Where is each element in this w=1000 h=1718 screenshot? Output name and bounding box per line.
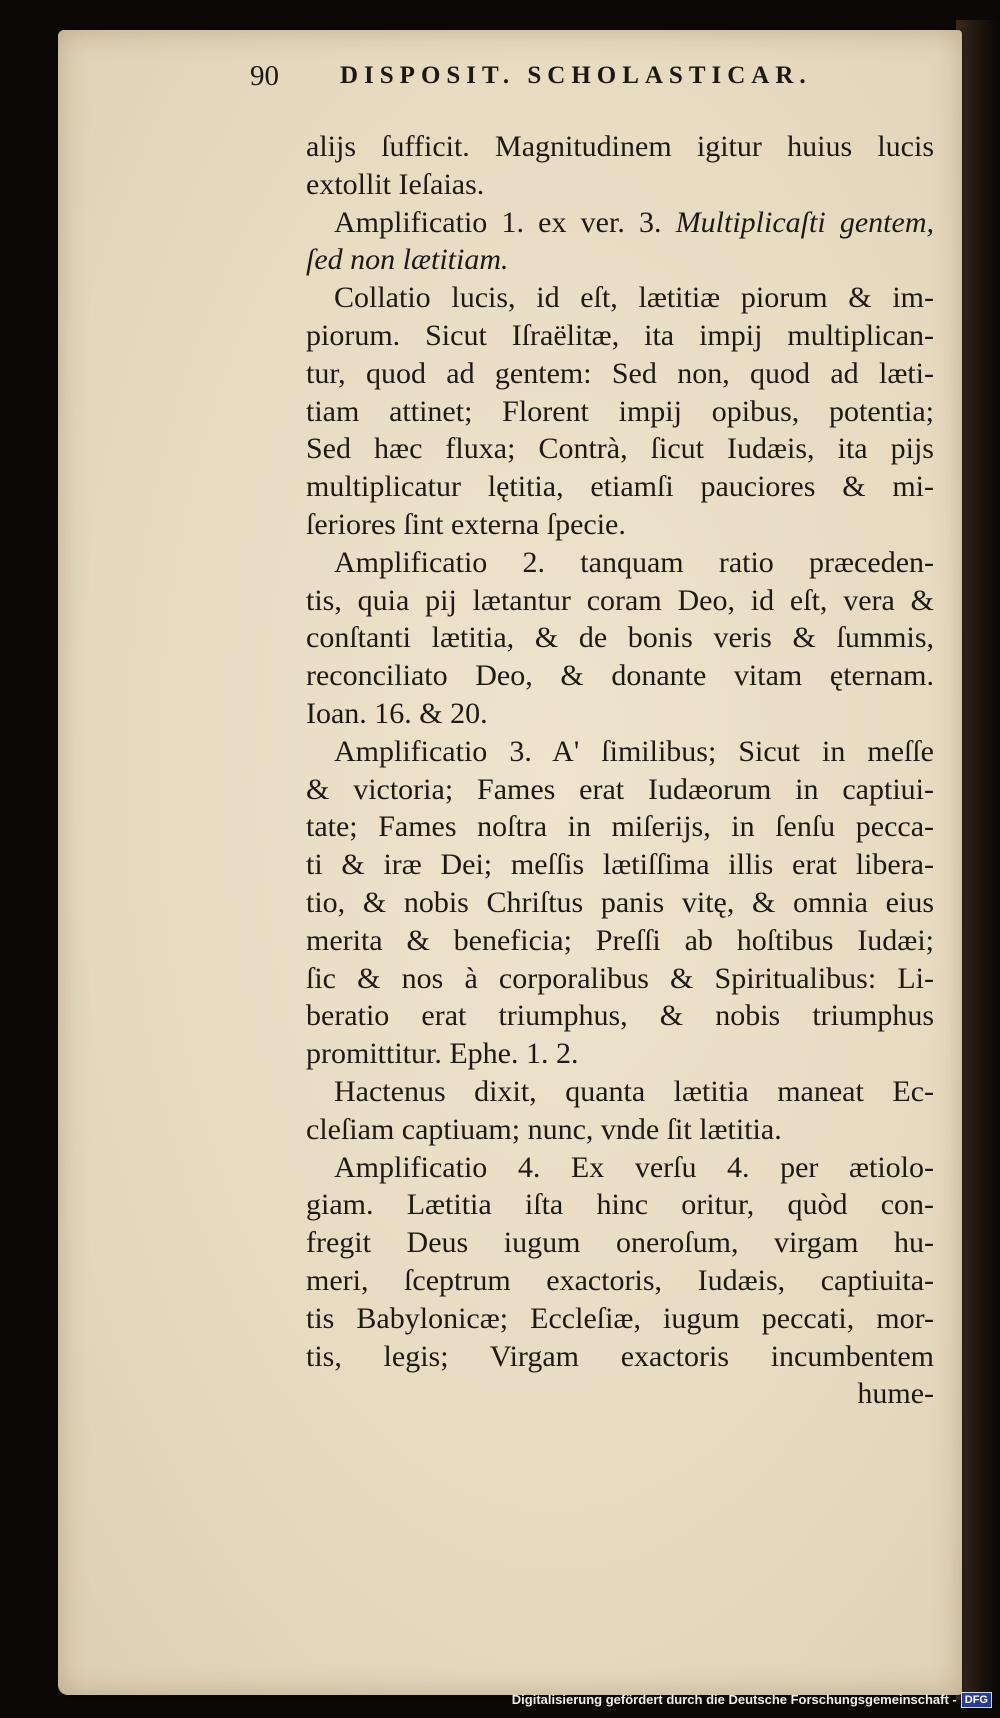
credit-text: Digitalisierung gefördert durch die Deutsche Forschungsgemeinschaft - bbox=[511, 1692, 957, 1707]
text-line: ti & iræ Dei; meſſis lætiſſima illis erat libera- bbox=[306, 848, 934, 882]
text-line: tis, quia pij lætantur coram Deo, id eſt, vera & bbox=[306, 583, 934, 617]
running-title: DISPOSIT. SCHOLASTICAR. bbox=[340, 62, 812, 89]
digitization-credit bbox=[0, 1692, 1000, 1714]
text-line: promittitur. Ephe. 1. 2. bbox=[306, 1037, 579, 1071]
text-line: beratio erat triumphus, & nobis triumphus bbox=[306, 999, 934, 1033]
catchword: hume- bbox=[857, 1377, 934, 1411]
text-line: multiplicatur lętitia, etiamſi pauciores & mi- bbox=[306, 470, 934, 504]
text-line: fregit Deus iugum oneroſum, virgam hu- bbox=[306, 1226, 934, 1260]
text-line: reconciliato Deo, & donante vitam ęternam. bbox=[306, 659, 934, 693]
text-line: Ioan. 16. & 20. bbox=[306, 696, 488, 730]
text-line: piorum. Sicut Iſraëlitæ, ita impij multiplican- bbox=[306, 318, 934, 352]
text-line bbox=[306, 204, 934, 242]
text-segment: Amplificatio 1. ex ver. 3. bbox=[334, 205, 676, 239]
text-line: cleſiam captiuam; nunc, vnde ſit lætitia. bbox=[306, 1112, 782, 1146]
page-header bbox=[250, 58, 940, 98]
book-edge bbox=[956, 20, 1000, 1700]
text-line: tio, & nobis Chriſtus panis vitę, & omnia eius bbox=[306, 885, 934, 919]
text-line: ſeriores ſint externa ſpecie. bbox=[306, 507, 626, 541]
text-line bbox=[306, 241, 934, 279]
text-line: Collatio lucis, id eſt, lætitiæ piorum & im- bbox=[334, 281, 934, 315]
text-segment-italic: ſed non lætitiam. bbox=[306, 243, 509, 277]
text-line: tis Babylonicæ; Eccleſiæ, iugum peccati, mor- bbox=[306, 1301, 934, 1335]
text-line: Amplificatio 4. Ex verſu 4. per ætiolo- bbox=[334, 1150, 934, 1184]
dfg-logo: DFG bbox=[961, 1692, 992, 1708]
text-line: Sed hæc fluxa; Contrà, ſicut Iudæis, ita pijs bbox=[306, 432, 934, 466]
page-number: 90 bbox=[250, 60, 279, 92]
text-line: Amplificatio 2. tanquam ratio præceden- bbox=[334, 545, 934, 579]
text-line: Amplificatio 3. A' ſimilibus; Sicut in meſſe bbox=[334, 734, 934, 768]
text-line: tur, quod ad gentem: Sed non, quod ad læti- bbox=[306, 356, 934, 390]
text-line: tiam attinet; Florent impij opibus, potentia; bbox=[306, 394, 934, 428]
text-line: ſic & nos à corporalibus & Spiritualibus: Li- bbox=[306, 961, 934, 995]
page-text bbox=[306, 128, 934, 1413]
text-line: merita & beneficia; Preſſi ab hoſtibus Iudæi; bbox=[306, 923, 934, 957]
text-line: Hactenus dixit, quanta lætitia maneat Ec- bbox=[334, 1074, 934, 1108]
text-line: meri, ſceptrum exactoris, Iudæis, captiuita- bbox=[306, 1263, 934, 1297]
text-line: extollit Ieſaias. bbox=[306, 167, 485, 201]
text-line: & victoria; Fames erat Iudæorum in captiui- bbox=[306, 772, 934, 806]
text-line: alijs ſufficit. Magnitudinem igitur huius lucis bbox=[306, 130, 934, 163]
text-line: conſtanti lætitia, & de bonis veris & ſummis, bbox=[306, 621, 934, 655]
text-line: tate; Fames noſtra in miſerijs, in ſenſu pecca- bbox=[306, 810, 934, 844]
text-line: giam. Lætitia iſta hinc oritur, quòd con- bbox=[306, 1188, 934, 1222]
text-line: tis, legis; Virgam exactoris incumbentem bbox=[306, 1339, 934, 1373]
text-segment-italic: Multiplicaſti gentem, bbox=[675, 205, 934, 239]
